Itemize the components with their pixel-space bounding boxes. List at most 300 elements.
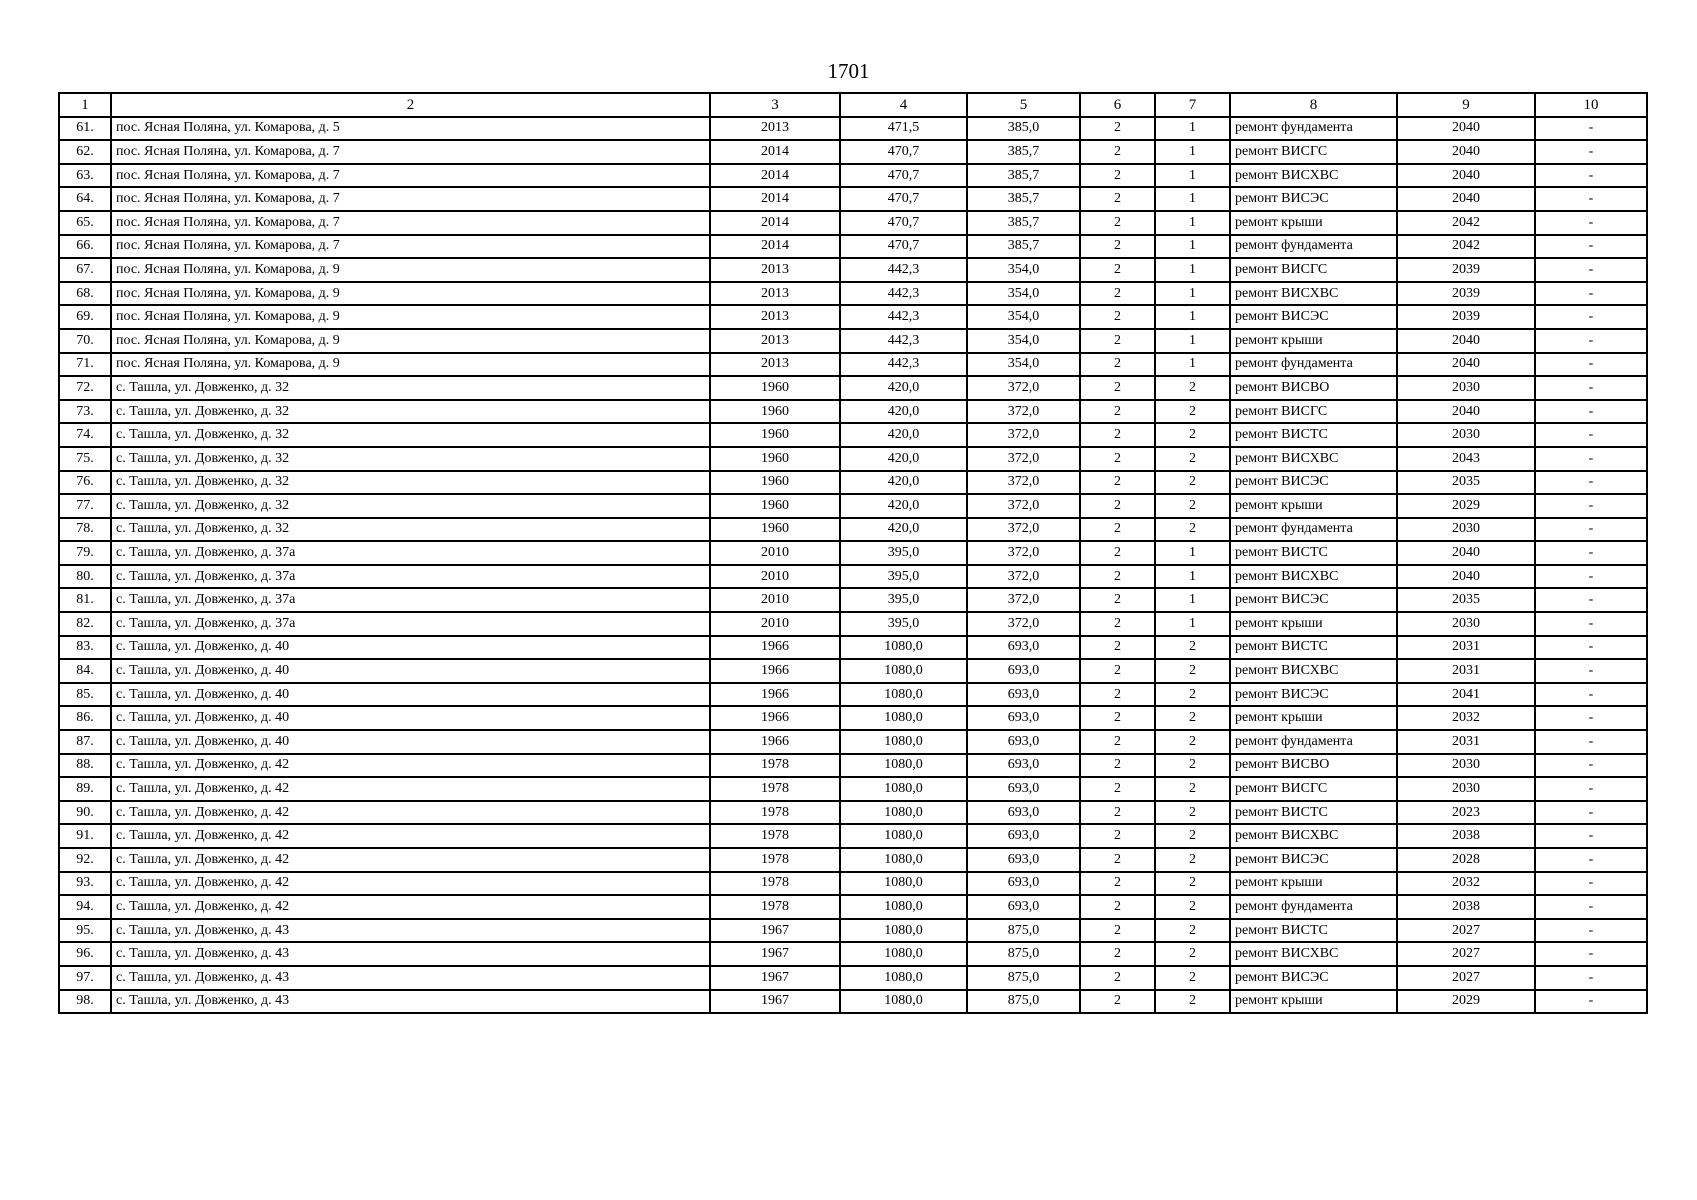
entrances-cell: 2: [1155, 895, 1230, 919]
planned-year-cell: 2032: [1397, 706, 1535, 730]
total-area-cell: 420,0: [840, 471, 967, 495]
address-cell: с. Ташла, ул. Довженко, д. 42: [111, 801, 710, 825]
row-number-cell: 68.: [59, 282, 111, 306]
row-number-cell: 71.: [59, 353, 111, 377]
row-number-cell: 84.: [59, 659, 111, 683]
total-area-cell: 442,3: [840, 329, 967, 353]
row-number-cell: 96.: [59, 942, 111, 966]
work-type-cell: ремонт ВИСГС: [1230, 777, 1397, 801]
total-area-cell: 1080,0: [840, 801, 967, 825]
living-area-cell: 875,0: [967, 919, 1080, 943]
entrances-cell: 2: [1155, 447, 1230, 471]
planned-year-cell: 2032: [1397, 872, 1535, 896]
row-number-cell: 93.: [59, 872, 111, 896]
address-cell: с. Ташла, ул. Довженко, д. 42: [111, 895, 710, 919]
column-header: 3: [710, 93, 840, 117]
table-row: [59, 400, 1647, 424]
floors-cell: 2: [1080, 235, 1155, 259]
year-built-cell: 1978: [710, 801, 840, 825]
entrances-cell: 2: [1155, 824, 1230, 848]
work-type-cell: ремонт ВИСГС: [1230, 258, 1397, 282]
work-type-cell: ремонт ВИСЭС: [1230, 305, 1397, 329]
living-area-cell: 693,0: [967, 801, 1080, 825]
entrances-cell: 2: [1155, 518, 1230, 542]
year-built-cell: 2010: [710, 612, 840, 636]
address-cell: с. Ташла, ул. Довженко, д. 32: [111, 447, 710, 471]
repair-schedule-table: [58, 92, 1648, 1014]
table-row: [59, 376, 1647, 400]
address-cell: с. Ташла, ул. Довженко, д. 42: [111, 824, 710, 848]
table-row: [59, 872, 1647, 896]
living-area-cell: 385,7: [967, 235, 1080, 259]
total-area-cell: 470,7: [840, 140, 967, 164]
living-area-cell: 354,0: [967, 353, 1080, 377]
planned-year-cell: 2040: [1397, 117, 1535, 141]
entrances-cell: 1: [1155, 140, 1230, 164]
address-cell: пос. Ясная Поляна, ул. Комарова, д. 7: [111, 164, 710, 188]
total-area-cell: 420,0: [840, 518, 967, 542]
note-cell: -: [1535, 730, 1647, 754]
living-area-cell: 385,7: [967, 211, 1080, 235]
table-row: [59, 541, 1647, 565]
year-built-cell: 2013: [710, 117, 840, 141]
work-type-cell: ремонт фундамента: [1230, 518, 1397, 542]
entrances-cell: 2: [1155, 942, 1230, 966]
living-area-cell: 875,0: [967, 966, 1080, 990]
address-cell: с. Ташла, ул. Довженко, д. 32: [111, 494, 710, 518]
row-number-cell: 65.: [59, 211, 111, 235]
address-cell: с. Ташла, ул. Довженко, д. 40: [111, 683, 710, 707]
planned-year-cell: 2043: [1397, 447, 1535, 471]
year-built-cell: 2010: [710, 588, 840, 612]
floors-cell: 2: [1080, 730, 1155, 754]
entrances-cell: 1: [1155, 282, 1230, 306]
planned-year-cell: 2027: [1397, 919, 1535, 943]
year-built-cell: 1967: [710, 942, 840, 966]
total-area-cell: 395,0: [840, 541, 967, 565]
note-cell: -: [1535, 423, 1647, 447]
total-area-cell: 420,0: [840, 494, 967, 518]
work-type-cell: ремонт крыши: [1230, 612, 1397, 636]
planned-year-cell: 2030: [1397, 754, 1535, 778]
address-cell: с. Ташла, ул. Довженко, д. 32: [111, 400, 710, 424]
table-row: [59, 235, 1647, 259]
living-area-cell: 354,0: [967, 258, 1080, 282]
floors-cell: 2: [1080, 305, 1155, 329]
entrances-cell: 2: [1155, 683, 1230, 707]
living-area-cell: 372,0: [967, 518, 1080, 542]
planned-year-cell: 2030: [1397, 423, 1535, 447]
planned-year-cell: 2039: [1397, 258, 1535, 282]
table-row: [59, 683, 1647, 707]
page-number: 1701: [827, 59, 870, 83]
floors-cell: 2: [1080, 376, 1155, 400]
address-cell: с. Ташла, ул. Довженко, д. 43: [111, 942, 710, 966]
note-cell: -: [1535, 801, 1647, 825]
table-row: [59, 494, 1647, 518]
total-area-cell: 1080,0: [840, 919, 967, 943]
address-cell: пос. Ясная Поляна, ул. Комарова, д. 9: [111, 329, 710, 353]
living-area-cell: 354,0: [967, 329, 1080, 353]
work-type-cell: ремонт крыши: [1230, 494, 1397, 518]
row-number-cell: 98.: [59, 990, 111, 1014]
year-built-cell: 2014: [710, 235, 840, 259]
note-cell: -: [1535, 706, 1647, 730]
planned-year-cell: 2030: [1397, 612, 1535, 636]
table-row: [59, 919, 1647, 943]
total-area-cell: 1080,0: [840, 683, 967, 707]
note-cell: -: [1535, 990, 1647, 1014]
address-cell: пос. Ясная Поляна, ул. Комарова, д. 7: [111, 235, 710, 259]
address-cell: с. Ташла, ул. Довженко, д. 43: [111, 990, 710, 1014]
floors-cell: 2: [1080, 211, 1155, 235]
table-row: [59, 447, 1647, 471]
entrances-cell: 2: [1155, 919, 1230, 943]
total-area-cell: 420,0: [840, 376, 967, 400]
table-row: [59, 258, 1647, 282]
floors-cell: 2: [1080, 400, 1155, 424]
address-cell: с. Ташла, ул. Довженко, д. 32: [111, 423, 710, 447]
work-type-cell: ремонт ВИСХВС: [1230, 824, 1397, 848]
year-built-cell: 2013: [710, 282, 840, 306]
row-number-cell: 83.: [59, 636, 111, 660]
note-cell: -: [1535, 919, 1647, 943]
total-area-cell: 470,7: [840, 235, 967, 259]
year-built-cell: 1960: [710, 494, 840, 518]
entrances-cell: 2: [1155, 777, 1230, 801]
note-cell: -: [1535, 329, 1647, 353]
entrances-cell: 1: [1155, 305, 1230, 329]
floors-cell: 2: [1080, 824, 1155, 848]
entrances-cell: 2: [1155, 966, 1230, 990]
planned-year-cell: 2029: [1397, 494, 1535, 518]
floors-cell: 2: [1080, 447, 1155, 471]
floors-cell: 2: [1080, 636, 1155, 660]
note-cell: -: [1535, 565, 1647, 589]
table-row: [59, 659, 1647, 683]
year-built-cell: 1960: [710, 400, 840, 424]
note-cell: -: [1535, 235, 1647, 259]
row-number-cell: 81.: [59, 588, 111, 612]
total-area-cell: 1080,0: [840, 990, 967, 1014]
address-cell: пос. Ясная Поляна, ул. Комарова, д. 9: [111, 353, 710, 377]
address-cell: с. Ташла, ул. Довженко, д. 42: [111, 872, 710, 896]
year-built-cell: 2013: [710, 353, 840, 377]
note-cell: -: [1535, 282, 1647, 306]
row-number-cell: 76.: [59, 471, 111, 495]
note-cell: -: [1535, 211, 1647, 235]
planned-year-cell: 2031: [1397, 659, 1535, 683]
year-built-cell: 1966: [710, 636, 840, 660]
floors-cell: 2: [1080, 164, 1155, 188]
table-row: [59, 966, 1647, 990]
total-area-cell: 420,0: [840, 423, 967, 447]
table-row: [59, 117, 1647, 141]
year-built-cell: 2010: [710, 565, 840, 589]
row-number-cell: 88.: [59, 754, 111, 778]
living-area-cell: 385,7: [967, 140, 1080, 164]
floors-cell: 2: [1080, 187, 1155, 211]
table-row: [59, 612, 1647, 636]
floors-cell: 2: [1080, 258, 1155, 282]
living-area-cell: 372,0: [967, 588, 1080, 612]
address-cell: с. Ташла, ул. Довженко, д. 37а: [111, 588, 710, 612]
floors-cell: 2: [1080, 872, 1155, 896]
floors-cell: 2: [1080, 353, 1155, 377]
floors-cell: 2: [1080, 659, 1155, 683]
living-area-cell: 385,7: [967, 164, 1080, 188]
year-built-cell: 1978: [710, 777, 840, 801]
planned-year-cell: 2042: [1397, 211, 1535, 235]
address-cell: с. Ташла, ул. Довженко, д. 42: [111, 848, 710, 872]
total-area-cell: 470,7: [840, 164, 967, 188]
work-type-cell: ремонт ВИСХВС: [1230, 565, 1397, 589]
planned-year-cell: 2040: [1397, 140, 1535, 164]
table-row: [59, 801, 1647, 825]
work-type-cell: ремонт ВИСТС: [1230, 801, 1397, 825]
total-area-cell: 1080,0: [840, 848, 967, 872]
note-cell: -: [1535, 848, 1647, 872]
entrances-cell: 1: [1155, 565, 1230, 589]
address-cell: с. Ташла, ул. Довженко, д. 32: [111, 376, 710, 400]
note-cell: -: [1535, 305, 1647, 329]
work-type-cell: ремонт ВИСЭС: [1230, 966, 1397, 990]
work-type-cell: ремонт ВИСХВС: [1230, 282, 1397, 306]
year-built-cell: 1960: [710, 447, 840, 471]
work-type-cell: ремонт ВИСТС: [1230, 423, 1397, 447]
living-area-cell: 693,0: [967, 872, 1080, 896]
living-area-cell: 875,0: [967, 990, 1080, 1014]
planned-year-cell: 2039: [1397, 305, 1535, 329]
column-header: 7: [1155, 93, 1230, 117]
total-area-cell: 1080,0: [840, 777, 967, 801]
living-area-cell: 385,7: [967, 187, 1080, 211]
column-header: 2: [111, 93, 710, 117]
planned-year-cell: 2042: [1397, 235, 1535, 259]
row-number-cell: 70.: [59, 329, 111, 353]
address-cell: пос. Ясная Поляна, ул. Комарова, д. 7: [111, 187, 710, 211]
living-area-cell: 693,0: [967, 706, 1080, 730]
table-row: [59, 848, 1647, 872]
work-type-cell: ремонт ВИСГС: [1230, 140, 1397, 164]
work-type-cell: ремонт ВИСХВС: [1230, 942, 1397, 966]
address-cell: с. Ташла, ул. Довженко, д. 32: [111, 518, 710, 542]
entrances-cell: 1: [1155, 211, 1230, 235]
year-built-cell: 1966: [710, 683, 840, 707]
entrances-cell: 2: [1155, 730, 1230, 754]
floors-cell: 2: [1080, 117, 1155, 141]
living-area-cell: 354,0: [967, 305, 1080, 329]
table-row: [59, 636, 1647, 660]
year-built-cell: 1978: [710, 848, 840, 872]
row-number-cell: 63.: [59, 164, 111, 188]
floors-cell: 2: [1080, 919, 1155, 943]
total-area-cell: 442,3: [840, 258, 967, 282]
address-cell: с. Ташла, ул. Довженко, д. 37а: [111, 565, 710, 589]
address-cell: с. Ташла, ул. Довженко, д. 40: [111, 659, 710, 683]
row-number-cell: 61.: [59, 117, 111, 141]
year-built-cell: 2013: [710, 305, 840, 329]
note-cell: -: [1535, 187, 1647, 211]
note-cell: -: [1535, 683, 1647, 707]
table-row: [59, 565, 1647, 589]
work-type-cell: ремонт ВИСЭС: [1230, 471, 1397, 495]
work-type-cell: ремонт крыши: [1230, 990, 1397, 1014]
row-number-cell: 82.: [59, 612, 111, 636]
note-cell: -: [1535, 966, 1647, 990]
planned-year-cell: 2040: [1397, 164, 1535, 188]
entrances-cell: 1: [1155, 612, 1230, 636]
year-built-cell: 1978: [710, 895, 840, 919]
row-number-cell: 80.: [59, 565, 111, 589]
year-built-cell: 1978: [710, 824, 840, 848]
work-type-cell: ремонт крыши: [1230, 211, 1397, 235]
column-header: 4: [840, 93, 967, 117]
floors-cell: 2: [1080, 754, 1155, 778]
address-cell: с. Ташла, ул. Довженко, д. 37а: [111, 612, 710, 636]
note-cell: -: [1535, 895, 1647, 919]
row-number-cell: 86.: [59, 706, 111, 730]
row-number-cell: 87.: [59, 730, 111, 754]
planned-year-cell: 2031: [1397, 730, 1535, 754]
work-type-cell: ремонт ВИСХВС: [1230, 659, 1397, 683]
column-header: 9: [1397, 93, 1535, 117]
total-area-cell: 1080,0: [840, 942, 967, 966]
total-area-cell: 442,3: [840, 282, 967, 306]
planned-year-cell: 2038: [1397, 895, 1535, 919]
planned-year-cell: 2035: [1397, 471, 1535, 495]
address-cell: пос. Ясная Поляна, ул. Комарова, д. 7: [111, 211, 710, 235]
total-area-cell: 1080,0: [840, 706, 967, 730]
living-area-cell: 693,0: [967, 636, 1080, 660]
planned-year-cell: 2027: [1397, 942, 1535, 966]
total-area-cell: 420,0: [840, 447, 967, 471]
floors-cell: 2: [1080, 541, 1155, 565]
work-type-cell: ремонт ВИСВО: [1230, 754, 1397, 778]
entrances-cell: 2: [1155, 848, 1230, 872]
entrances-cell: 2: [1155, 990, 1230, 1014]
planned-year-cell: 2030: [1397, 518, 1535, 542]
note-cell: -: [1535, 494, 1647, 518]
entrances-cell: 2: [1155, 376, 1230, 400]
table-row: [59, 895, 1647, 919]
entrances-cell: 1: [1155, 235, 1230, 259]
address-cell: с. Ташла, ул. Довженко, д. 40: [111, 706, 710, 730]
note-cell: -: [1535, 824, 1647, 848]
total-area-cell: 442,3: [840, 353, 967, 377]
address-cell: пос. Ясная Поляна, ул. Комарова, д. 9: [111, 258, 710, 282]
row-number-cell: 66.: [59, 235, 111, 259]
address-cell: с. Ташла, ул. Довженко, д. 43: [111, 966, 710, 990]
floors-cell: 2: [1080, 683, 1155, 707]
table-body: [59, 117, 1647, 1014]
row-number-cell: 97.: [59, 966, 111, 990]
address-cell: пос. Ясная Поляна, ул. Комарова, д. 7: [111, 140, 710, 164]
row-number-cell: 85.: [59, 683, 111, 707]
total-area-cell: 470,7: [840, 187, 967, 211]
note-cell: -: [1535, 636, 1647, 660]
work-type-cell: ремонт ВИСТС: [1230, 636, 1397, 660]
floors-cell: 2: [1080, 942, 1155, 966]
planned-year-cell: 2035: [1397, 588, 1535, 612]
address-cell: пос. Ясная Поляна, ул. Комарова, д. 5: [111, 117, 710, 141]
year-built-cell: 1978: [710, 754, 840, 778]
year-built-cell: 1966: [710, 706, 840, 730]
work-type-cell: ремонт фундамента: [1230, 353, 1397, 377]
table-row: [59, 423, 1647, 447]
note-cell: -: [1535, 541, 1647, 565]
total-area-cell: 470,7: [840, 211, 967, 235]
note-cell: -: [1535, 942, 1647, 966]
year-built-cell: 1960: [710, 423, 840, 447]
work-type-cell: ремонт ВИСЭС: [1230, 187, 1397, 211]
column-header: 6: [1080, 93, 1155, 117]
living-area-cell: 372,0: [967, 400, 1080, 424]
note-cell: -: [1535, 777, 1647, 801]
note-cell: -: [1535, 140, 1647, 164]
living-area-cell: 372,0: [967, 565, 1080, 589]
total-area-cell: 420,0: [840, 400, 967, 424]
work-type-cell: ремонт крыши: [1230, 872, 1397, 896]
work-type-cell: ремонт ВИСТС: [1230, 919, 1397, 943]
entrances-cell: 1: [1155, 329, 1230, 353]
work-type-cell: ремонт крыши: [1230, 706, 1397, 730]
year-built-cell: 2014: [710, 187, 840, 211]
planned-year-cell: 2027: [1397, 966, 1535, 990]
table-row: [59, 706, 1647, 730]
planned-year-cell: 2030: [1397, 376, 1535, 400]
entrances-cell: 2: [1155, 400, 1230, 424]
note-cell: -: [1535, 117, 1647, 141]
address-cell: с. Ташла, ул. Довженко, д. 42: [111, 754, 710, 778]
note-cell: -: [1535, 400, 1647, 424]
entrances-cell: 1: [1155, 164, 1230, 188]
living-area-cell: 372,0: [967, 447, 1080, 471]
living-area-cell: 354,0: [967, 282, 1080, 306]
floors-cell: 2: [1080, 471, 1155, 495]
entrances-cell: 2: [1155, 494, 1230, 518]
entrances-cell: 2: [1155, 872, 1230, 896]
living-area-cell: 372,0: [967, 376, 1080, 400]
living-area-cell: 693,0: [967, 895, 1080, 919]
work-type-cell: ремонт фундамента: [1230, 235, 1397, 259]
entrances-cell: 2: [1155, 754, 1230, 778]
table-row: [59, 518, 1647, 542]
living-area-cell: 693,0: [967, 730, 1080, 754]
living-area-cell: 372,0: [967, 541, 1080, 565]
work-type-cell: ремонт фундамента: [1230, 117, 1397, 141]
table-row: [59, 990, 1647, 1014]
work-type-cell: ремонт фундамента: [1230, 895, 1397, 919]
planned-year-cell: 2039: [1397, 282, 1535, 306]
entrances-cell: 2: [1155, 636, 1230, 660]
entrances-cell: 1: [1155, 541, 1230, 565]
living-area-cell: 875,0: [967, 942, 1080, 966]
floors-cell: 2: [1080, 588, 1155, 612]
table-row: [59, 211, 1647, 235]
total-area-cell: 442,3: [840, 305, 967, 329]
column-header: 1: [59, 93, 111, 117]
entrances-cell: 1: [1155, 588, 1230, 612]
work-type-cell: ремонт ВИСХВС: [1230, 164, 1397, 188]
total-area-cell: 1080,0: [840, 636, 967, 660]
note-cell: -: [1535, 588, 1647, 612]
living-area-cell: 385,0: [967, 117, 1080, 141]
living-area-cell: 372,0: [967, 494, 1080, 518]
total-area-cell: 1080,0: [840, 895, 967, 919]
address-cell: пос. Ясная Поляна, ул. Комарова, д. 9: [111, 282, 710, 306]
table-row: [59, 187, 1647, 211]
